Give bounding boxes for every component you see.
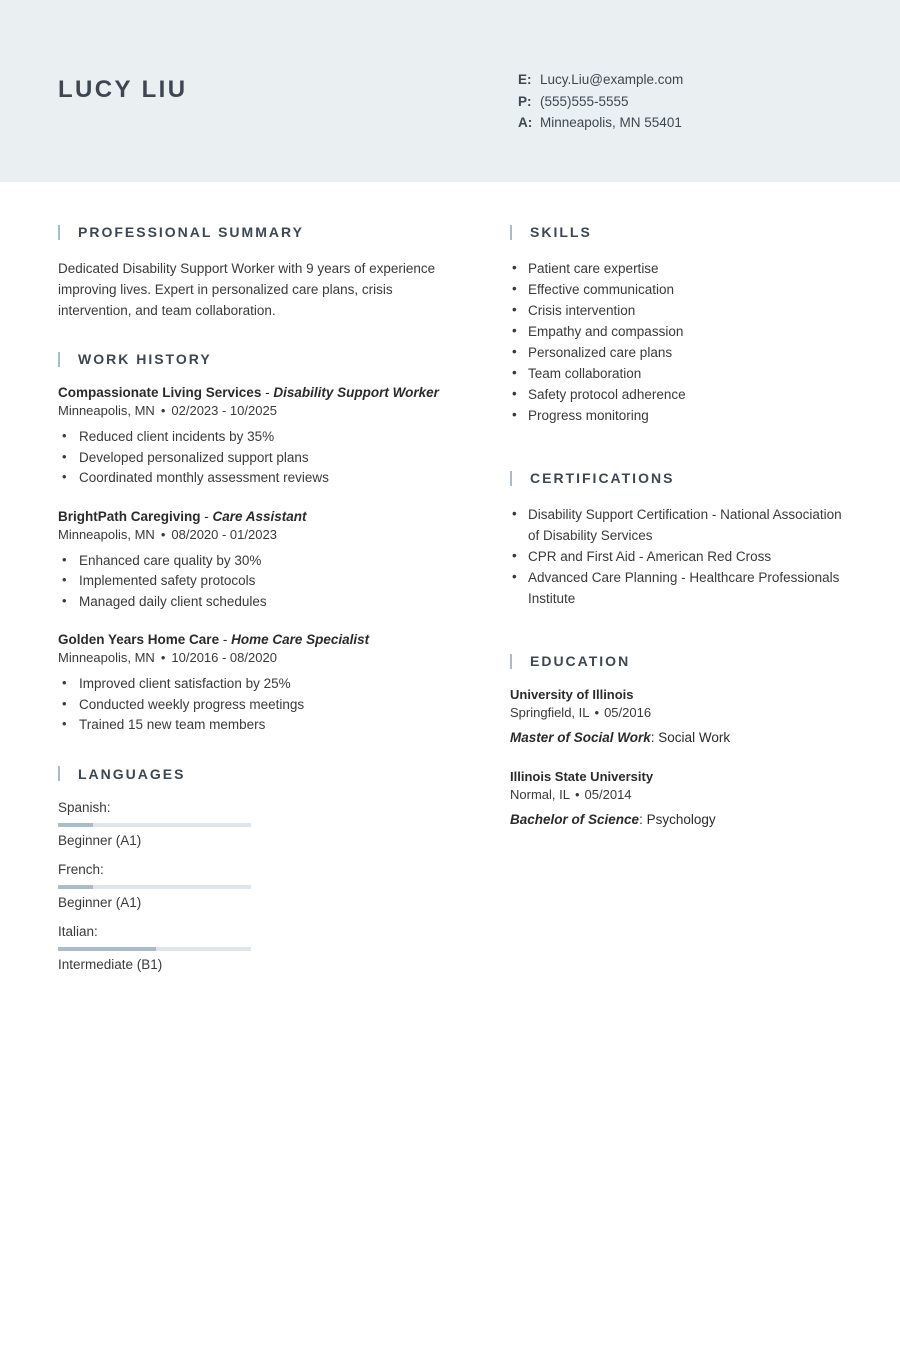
job-dates: 08/2020 - 01/2023 — [171, 526, 277, 542]
skill-item: • Safety protocol adherence — [510, 384, 843, 405]
education-school: Illinois State University — [510, 769, 654, 784]
section-certifications — [510, 470, 843, 609]
language-level: Beginner (A1) — [58, 894, 142, 910]
education-date: 05/2016 — [604, 705, 652, 720]
right-column — [498, 224, 843, 1016]
section-title-skills — [510, 224, 843, 240]
candidate-name: LUCY LIU — [58, 76, 188, 103]
job-title-line — [58, 632, 448, 647]
job-role: Care Assistant — [212, 508, 307, 524]
work-history-entry — [58, 632, 448, 736]
language-name: French: — [58, 861, 104, 877]
job-meta — [58, 527, 448, 542]
contact-phone-label: P: — [518, 93, 532, 109]
skill-item: • Team collaboration — [510, 363, 843, 384]
resume-body — [0, 182, 900, 1016]
summary-text: Dedicated Disability Support Worker with 9 years of experience improving lives. Expert in personalized care plans, crisis intervention, and team collaboration. — [58, 261, 436, 318]
job-bullet-list — [58, 674, 448, 736]
job-location: Minneapolis, MN — [58, 403, 155, 418]
job-bullet: • Enhanced care quality by 30% — [58, 551, 448, 572]
job-role: Home Care Specialist — [231, 632, 370, 647]
job-location: Minneapolis, MN — [58, 650, 155, 665]
section-accent-bar-icon — [58, 225, 60, 240]
contact-address-row — [518, 113, 683, 134]
certification-item: • Disability Support Certification - National Association of Disability Services — [510, 504, 843, 546]
section-title-text: PROFESSIONAL SUMMARY — [78, 224, 304, 240]
section-title-text: EDUCATION — [530, 653, 631, 669]
education-school: University of Illinois — [510, 687, 634, 702]
education-meta — [510, 787, 843, 802]
language-progress-fill — [58, 823, 93, 827]
language-item — [58, 862, 286, 910]
job-company: Golden Years Home Care — [58, 632, 220, 647]
education-degree-line — [510, 730, 843, 745]
job-separator: - — [200, 508, 213, 524]
job-meta — [58, 650, 448, 665]
job-dates: 02/2023 - 10/2025 — [171, 403, 277, 418]
section-accent-bar-icon — [58, 766, 60, 781]
section-title-text: WORK HISTORY — [78, 351, 212, 367]
section-title-professional-summary — [58, 224, 448, 240]
job-title-line — [58, 385, 448, 400]
skill-item: • Progress monitoring — [510, 405, 843, 426]
section-education — [510, 653, 843, 827]
left-column — [58, 224, 498, 1016]
job-dates: 10/2016 - 08/2020 — [171, 650, 277, 665]
section-skills — [510, 224, 843, 426]
resume-header — [0, 0, 900, 182]
education-degree: Master of Social Work — [510, 730, 651, 745]
job-location: Minneapolis, MN — [58, 526, 155, 542]
section-professional-summary — [58, 224, 448, 321]
skill-item: • Crisis intervention — [510, 300, 843, 321]
section-accent-bar-icon — [510, 225, 512, 240]
section-accent-bar-icon — [510, 471, 512, 486]
job-bullet: • Conducted weekly progress meetings — [58, 695, 448, 716]
education-date: 05/2014 — [584, 787, 632, 802]
education-location: Normal, IL — [510, 787, 570, 802]
section-title-work-history — [58, 351, 448, 367]
education-meta-dot-icon: • — [574, 787, 580, 802]
work-history-entry — [58, 509, 448, 613]
language-level: Beginner (A1) — [58, 832, 142, 848]
section-work-history — [58, 351, 448, 736]
job-separator: - — [261, 385, 274, 400]
education-degree-line — [510, 812, 843, 827]
job-bullet: • Trained 15 new team members — [58, 715, 448, 736]
work-history-entry — [58, 385, 448, 489]
language-progress-track — [58, 947, 251, 951]
job-title-line — [58, 509, 448, 524]
section-title-certifications — [510, 470, 843, 486]
education-entry — [510, 687, 843, 745]
contact-address-value: Minneapolis, MN 55401 — [540, 115, 682, 130]
language-level: Intermediate (B1) — [58, 956, 163, 972]
skill-item: • Personalized care plans — [510, 342, 843, 363]
contact-phone-value: (555)555-5555 — [540, 93, 629, 109]
education-meta — [510, 705, 843, 720]
contact-email-label: E: — [518, 72, 532, 87]
language-name: Italian: — [58, 923, 98, 939]
job-company: Compassionate Living Services — [58, 385, 262, 400]
education-degree: Bachelor of Science — [510, 812, 640, 827]
job-bullet: • Reduced client incidents by 35% — [58, 427, 448, 448]
certifications-list — [510, 504, 843, 609]
section-title-text: SKILLS — [530, 224, 592, 240]
job-bullet: • Implemented safety protocols — [58, 571, 448, 592]
section-languages — [58, 766, 448, 986]
contact-email-value: Lucy.Liu@example.com — [540, 72, 684, 87]
section-accent-bar-icon — [510, 654, 512, 669]
job-bullet: • Coordinated monthly assessment reviews — [58, 468, 448, 489]
skill-item: • Effective communication — [510, 279, 843, 300]
certification-item: • CPR and First Aid - American Red Cross — [510, 546, 843, 567]
job-meta-dot-icon: • — [160, 403, 166, 418]
job-meta-dot-icon: • — [160, 526, 166, 542]
section-title-text: LANGUAGES — [78, 765, 186, 782]
contact-phone-row — [518, 92, 683, 113]
job-company: BrightPath Caregiving — [58, 508, 201, 524]
job-bullet: • Developed personalized support plans — [58, 448, 448, 469]
job-bullet-list — [58, 427, 448, 489]
education-field: : Psychology — [639, 812, 716, 827]
language-item — [58, 800, 286, 848]
contact-email-row — [518, 70, 683, 91]
job-bullet: • Managed daily client schedules — [58, 592, 448, 613]
section-accent-bar-icon — [58, 352, 60, 367]
section-title-languages — [58, 766, 448, 782]
language-item — [58, 924, 286, 972]
job-role: Disability Support Worker — [273, 385, 439, 400]
skill-item: • Empathy and compassion — [510, 321, 843, 342]
job-bullet: • Improved client satisfaction by 25% — [58, 674, 448, 695]
certification-item: • Advanced Care Planning - Healthcare Professionals Institute — [510, 567, 843, 609]
language-name: Spanish: — [58, 799, 111, 815]
language-progress-track — [58, 885, 251, 889]
education-meta-dot-icon: • — [594, 705, 600, 720]
skill-item: • Patient care expertise — [510, 258, 843, 279]
section-title-text: CERTIFICATIONS — [530, 470, 675, 486]
education-field: : Social Work — [650, 730, 731, 745]
contact-block — [518, 60, 683, 135]
job-separator: - — [219, 632, 232, 647]
language-progress-track — [58, 823, 251, 827]
contact-address-label: A: — [518, 115, 533, 130]
job-bullet-list — [58, 551, 448, 613]
job-meta — [58, 403, 448, 418]
skills-list — [510, 258, 843, 426]
section-title-education — [510, 653, 843, 669]
job-meta-dot-icon: • — [160, 650, 166, 665]
language-progress-fill — [58, 885, 93, 889]
education-location: Springfield, IL — [510, 705, 590, 720]
education-entry — [510, 769, 843, 827]
language-progress-fill — [58, 947, 156, 951]
language-grid — [58, 800, 448, 986]
